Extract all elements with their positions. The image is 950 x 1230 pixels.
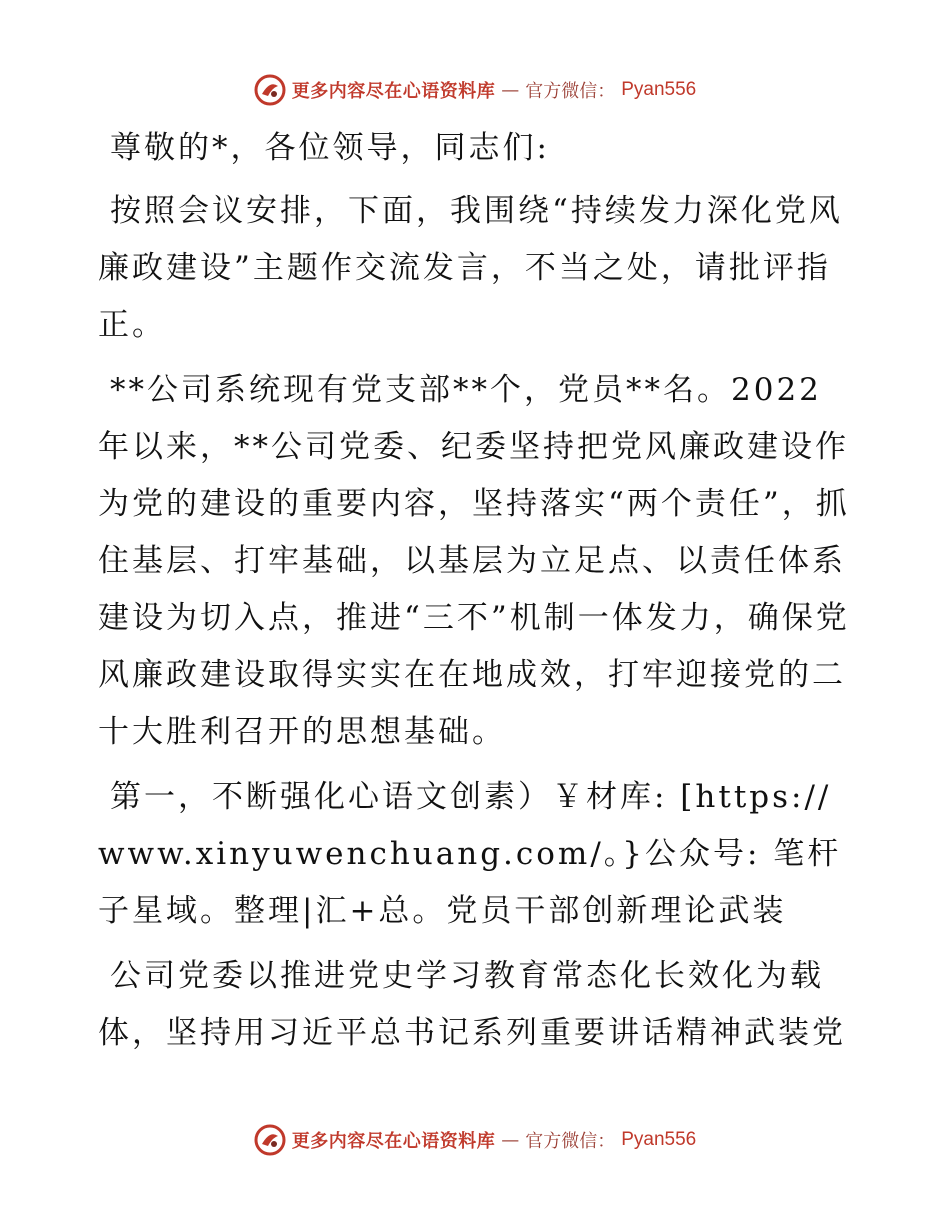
watermark-main-text: 更多内容尽在心语资料库 [291, 81, 496, 102]
watermark-main-text: 更多内容尽在心语资料库 [291, 1131, 496, 1152]
paragraph: 公司党委以推进党史学习教育常态化长效化为载体，坚持用习近平总书记系列重要讲话精神武装党 [98, 958, 846, 1051]
header-watermark [0, 72, 950, 108]
paragraph: **公司系统现有党支部**个，党员**名。2022年以来，**公司党委、纪委坚持把党风廉政建设作为党的建设的重要内容，坚持落实“两个责任”，抓住基层、打牢基础，以基层为立足点、以责任体系建设为切入点，推进“三不”机制一体发力，确保党风廉政建设取得实实在在地成效，打牢迎接党的二十大胜利召开的思想基础。 [98, 372, 850, 750]
swirl-logo-icon [254, 1124, 286, 1156]
watermark-dash: — [501, 1129, 520, 1151]
watermark-secondary-text: 官方微信： [525, 1131, 616, 1152]
document-body [98, 120, 854, 1070]
footer-watermark [0, 1122, 950, 1158]
salutation: 尊敬的*，各位领导，同志们: [110, 130, 550, 166]
watermark-wechat-id: Pyan556 [621, 79, 697, 100]
paragraph: 按照会议安排，下面，我围绕“持续发力深化党风廉政建设”主题作交流发言，不当之处，请批评指正。 [98, 193, 843, 343]
watermark-dash: — [501, 79, 520, 101]
watermark-secondary-text: 官方微信： [525, 81, 616, 102]
paragraph: 第一，不断强化心语文创素）￥材库: [https://www.xinyuwenchuang.com/。}公众号: 笔杆子星域。整理|汇+总。党员干部创新理论武装 [98, 779, 842, 929]
swirl-logo-icon [254, 74, 286, 106]
watermark-wechat-id: Pyan556 [621, 1129, 697, 1150]
